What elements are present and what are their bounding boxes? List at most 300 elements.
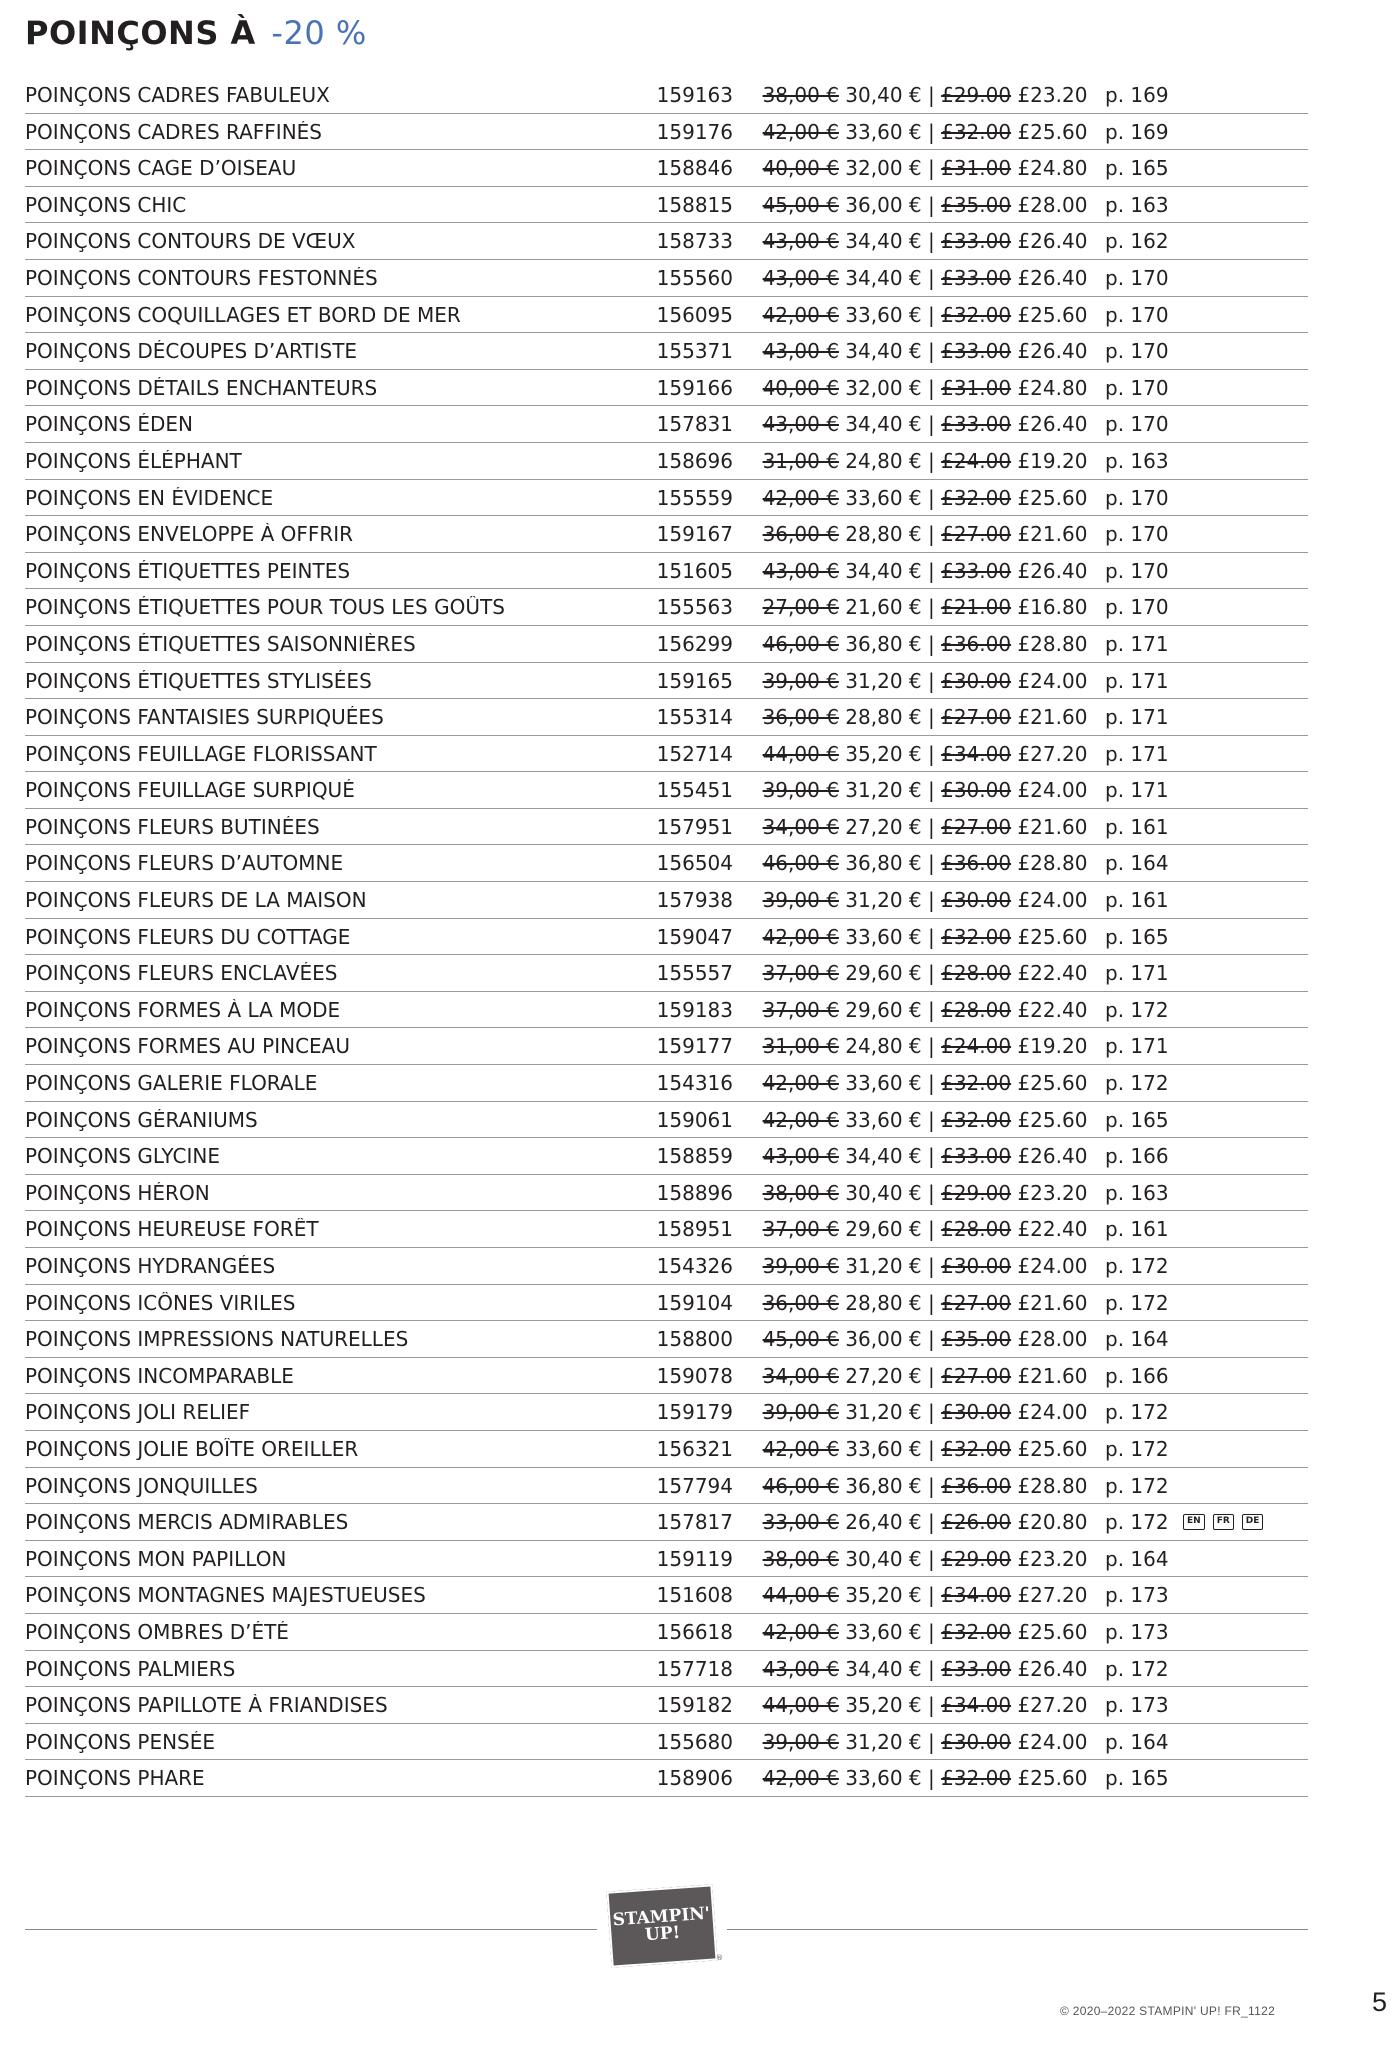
old-price-eur: 43,00 €	[762, 412, 839, 437]
old-price-eur: 37,00 €	[762, 1217, 839, 1242]
new-price-gbp: £26.40	[1017, 339, 1088, 364]
price-separator: |	[927, 778, 935, 803]
product-code: 157938	[656, 888, 733, 913]
product-code: 156299	[656, 631, 733, 656]
old-price-gbp: £29.00	[941, 1180, 1012, 1205]
old-price-gbp: £27.00	[941, 705, 1012, 730]
catalog-page-ref: p. 164	[1105, 1546, 1169, 1571]
product-code: 155560	[656, 265, 733, 290]
product-name: POINÇONS GALERIE FLORALE	[25, 1072, 318, 1095]
old-price-eur: 44,00 €	[762, 741, 839, 766]
price-separator: |	[927, 1656, 935, 1681]
product-code: 156321	[656, 1436, 733, 1461]
list-item	[25, 1431, 1308, 1468]
product-code: 155451	[656, 778, 733, 803]
catalog-page-ref: p. 173	[1105, 1583, 1169, 1608]
price-group	[735, 1658, 1115, 1680]
new-price-gbp: £25.60	[1017, 1766, 1088, 1791]
old-price-gbp: £30.00	[941, 778, 1012, 803]
new-price-gbp: £22.40	[1017, 1217, 1088, 1242]
logo-text: STAMPIN' UP!	[612, 1903, 711, 1946]
catalog-page-ref: p. 173	[1105, 1693, 1169, 1718]
list-item	[25, 187, 1308, 224]
old-price-eur: 36,00 €	[762, 522, 839, 547]
list-item	[25, 1504, 1308, 1541]
price-separator: |	[927, 851, 935, 876]
product-name: POINÇONS INCOMPARABLE	[25, 1364, 294, 1387]
old-price-eur: 43,00 €	[762, 265, 839, 290]
price-group	[735, 670, 1115, 692]
new-price-gbp: £24.00	[1017, 888, 1088, 913]
price-separator: |	[927, 1473, 935, 1498]
old-price-eur: 42,00 €	[762, 924, 839, 949]
product-code: 155680	[656, 1729, 733, 1754]
list-item	[25, 1028, 1308, 1065]
product-name: POINÇONS FEUILLAGE FLORISSANT	[25, 742, 377, 765]
price-separator: |	[927, 595, 935, 620]
price-group	[735, 1035, 1115, 1057]
list-item	[25, 1468, 1308, 1505]
product-name: POINÇONS CADRES FABULEUX	[25, 84, 330, 106]
product-code: 151605	[656, 558, 733, 583]
product-name: POINÇONS DÉCOUPES D’ARTISTE	[25, 340, 358, 363]
new-price-gbp: £28.00	[1017, 1327, 1088, 1352]
old-price-gbp: £26.00	[941, 1510, 1012, 1535]
new-price-gbp: £21.60	[1017, 1363, 1088, 1388]
product-name: POINÇONS PALMIERS	[25, 1657, 236, 1680]
product-code: 159119	[656, 1546, 733, 1571]
new-price-gbp: £24.00	[1017, 668, 1088, 693]
product-code: 157794	[656, 1473, 733, 1498]
product-code: 154316	[656, 1071, 733, 1096]
list-item	[25, 882, 1308, 919]
catalog-page-ref: p. 171	[1105, 741, 1169, 766]
product-name: POINÇONS FLEURS BUTINÉES	[25, 815, 320, 838]
product-name: POINÇONS MERCIS ADMIRABLES	[25, 1511, 349, 1534]
old-price-gbp: £28.00	[941, 997, 1012, 1022]
product-name: POINÇONS COQUILLAGES ET BORD DE MER	[25, 303, 461, 326]
old-price-gbp: £33.00	[941, 1144, 1012, 1169]
old-price-gbp: £28.00	[941, 1217, 1012, 1242]
catalog-page-ref: p. 162	[1105, 229, 1169, 254]
old-price-gbp: £30.00	[941, 1729, 1012, 1754]
old-price-gbp: £33.00	[941, 229, 1012, 254]
product-code: 155563	[656, 595, 733, 620]
catalog-page-ref: p. 172	[1105, 1254, 1169, 1278]
catalog-page-ref: p. 170	[1105, 522, 1169, 547]
price-group	[735, 1694, 1115, 1716]
product-code: 158815	[656, 192, 733, 217]
list-item	[25, 663, 1308, 700]
catalog-page-ref: p. 172	[1105, 1473, 1169, 1498]
price-separator: |	[927, 1144, 935, 1169]
catalog-page-ref: p. 164	[1105, 851, 1169, 876]
old-price-eur: 44,00 €	[762, 1693, 839, 1718]
new-price-eur: 33,60 €	[845, 302, 922, 327]
price-group	[735, 84, 1115, 106]
new-price-gbp: £28.80	[1017, 851, 1088, 876]
price-separator: |	[927, 1693, 935, 1718]
old-price-gbp: £32.00	[941, 1766, 1012, 1791]
new-price-gbp: £25.60	[1017, 1071, 1088, 1096]
catalog-page-ref: p. 165	[1105, 924, 1169, 949]
new-price-gbp: £23.20	[1017, 1180, 1088, 1205]
old-price-eur: 33,00 €	[762, 1510, 839, 1535]
old-price-eur: 31,00 €	[762, 448, 839, 473]
new-price-eur: 34,40 €	[845, 1656, 922, 1681]
product-name: POINÇONS JOLI RELIEF	[25, 1401, 251, 1424]
price-group	[735, 633, 1115, 655]
product-code: 159176	[656, 119, 733, 144]
list-item	[25, 406, 1308, 443]
new-price-eur: 36,80 €	[845, 631, 922, 656]
old-price-gbp: £30.00	[941, 888, 1012, 913]
product-code: 155557	[656, 961, 733, 986]
old-price-gbp: £21.00	[941, 595, 1012, 620]
product-name: POINÇONS ÉTIQUETTES SAISONNIÈRES	[25, 632, 416, 655]
new-price-gbp: £26.40	[1017, 558, 1088, 583]
old-price-eur: 43,00 €	[762, 1144, 839, 1169]
product-code: 159166	[656, 375, 733, 400]
old-price-eur: 42,00 €	[762, 1436, 839, 1461]
new-price-gbp: £24.80	[1017, 375, 1088, 400]
list-item	[25, 150, 1308, 187]
new-price-eur: 29,60 €	[845, 961, 922, 986]
old-price-gbp: £28.00	[941, 961, 1012, 986]
new-price-eur: 30,40 €	[845, 1546, 922, 1571]
new-price-eur: 24,80 €	[845, 1034, 922, 1059]
product-name: POINÇONS FLEURS ENCLAVÉES	[25, 962, 338, 985]
list-item	[25, 845, 1308, 882]
old-price-gbp: £32.00	[941, 119, 1012, 144]
old-price-eur: 42,00 €	[762, 1619, 839, 1644]
product-code: 152714	[656, 741, 733, 766]
new-price-eur: 36,00 €	[845, 1327, 922, 1352]
list-item	[25, 77, 1308, 114]
price-group	[735, 304, 1115, 326]
product-code: 155371	[656, 339, 733, 364]
price-separator: |	[927, 961, 935, 986]
old-price-gbp: £30.00	[941, 1254, 1012, 1278]
list-item	[25, 1541, 1308, 1578]
old-price-gbp: £35.00	[941, 192, 1012, 217]
discount-label: -20 %	[271, 14, 367, 52]
old-price-eur: 31,00 €	[762, 1034, 839, 1059]
new-price-eur: 34,40 €	[845, 412, 922, 437]
product-code: 159179	[656, 1400, 733, 1425]
price-group	[735, 487, 1115, 509]
list-item	[25, 626, 1308, 663]
old-price-eur: 45,00 €	[762, 192, 839, 217]
price-group	[735, 889, 1115, 911]
price-separator: |	[927, 302, 935, 327]
catalog-page-ref: p. 170	[1105, 412, 1169, 437]
product-name: POINÇONS HEUREUSE FORÊT	[25, 1218, 319, 1241]
list-item	[25, 1687, 1308, 1724]
new-price-eur: 36,80 €	[845, 1473, 922, 1498]
old-price-eur: 42,00 €	[762, 302, 839, 327]
price-group	[735, 1365, 1115, 1387]
catalog-page-ref: p. 170	[1105, 558, 1169, 583]
price-group	[735, 962, 1115, 984]
product-name: POINÇONS CHIC	[25, 193, 187, 216]
product-name: POINÇONS HÉRON	[25, 1181, 210, 1204]
new-price-eur: 30,40 €	[845, 1180, 922, 1205]
product-name: POINÇONS FORMES À LA MODE	[25, 998, 341, 1021]
price-group	[735, 1584, 1115, 1606]
old-price-gbp: £32.00	[941, 1071, 1012, 1096]
old-price-gbp: £31.00	[941, 156, 1012, 181]
list-item	[25, 736, 1308, 773]
catalog-page-ref: p. 172	[1105, 1656, 1169, 1681]
old-price-eur: 37,00 €	[762, 961, 839, 986]
product-name: POINÇONS ÉDEN	[25, 413, 194, 436]
price-separator: |	[927, 522, 935, 547]
product-code: 158859	[656, 1144, 733, 1169]
new-price-eur: 35,20 €	[845, 1583, 922, 1608]
language-badge: DE	[1242, 1514, 1264, 1530]
registered-mark: ®	[716, 1954, 723, 1962]
price-group	[735, 1767, 1115, 1789]
new-price-eur: 21,60 €	[845, 595, 922, 620]
new-price-gbp: £21.60	[1017, 705, 1088, 730]
new-price-eur: 34,40 €	[845, 229, 922, 254]
new-price-eur: 32,00 €	[845, 375, 922, 400]
price-group	[735, 706, 1115, 728]
product-name: POINÇONS ENVELOPPE À OFFRIR	[25, 523, 354, 546]
price-separator: |	[927, 741, 935, 766]
new-price-gbp: £16.80	[1017, 595, 1088, 620]
old-price-eur: 42,00 €	[762, 485, 839, 510]
new-price-eur: 28,80 €	[845, 705, 922, 730]
old-price-gbp: £33.00	[941, 265, 1012, 290]
price-separator: |	[927, 192, 935, 217]
old-price-eur: 27,00 €	[762, 595, 839, 620]
new-price-eur: 34,40 €	[845, 339, 922, 364]
price-group	[735, 157, 1115, 179]
product-code: 155559	[656, 485, 733, 510]
catalog-page-ref: p. 170	[1105, 375, 1169, 400]
new-price-gbp: £24.00	[1017, 778, 1088, 803]
old-price-eur: 39,00 €	[762, 778, 839, 803]
price-separator: |	[927, 1217, 935, 1242]
catalog-page-ref: p. 164	[1105, 1729, 1169, 1754]
list-item	[25, 1102, 1308, 1139]
new-price-gbp: £25.60	[1017, 1436, 1088, 1461]
price-separator: |	[927, 229, 935, 254]
product-name: POINÇONS OMBRES D’ÉTÉ	[25, 1620, 289, 1643]
price-separator: |	[927, 83, 935, 107]
new-price-gbp: £24.00	[1017, 1400, 1088, 1425]
old-price-eur: 45,00 €	[762, 1327, 839, 1352]
price-group	[735, 1292, 1115, 1314]
language-badge: FR	[1213, 1514, 1234, 1530]
new-price-eur: 30,40 €	[845, 83, 922, 107]
list-item	[25, 1065, 1308, 1102]
price-group	[735, 194, 1115, 216]
old-price-eur: 39,00 €	[762, 668, 839, 693]
list-item	[25, 919, 1308, 956]
price-group	[735, 230, 1115, 252]
list-item	[25, 1211, 1308, 1248]
new-price-gbp: £25.60	[1017, 119, 1088, 144]
price-group	[735, 596, 1115, 618]
list-item	[25, 260, 1308, 297]
old-price-eur: 36,00 €	[762, 1290, 839, 1315]
new-price-gbp: £22.40	[1017, 997, 1088, 1022]
new-price-gbp: £28.80	[1017, 631, 1088, 656]
price-separator: |	[927, 1619, 935, 1644]
new-price-eur: 28,80 €	[845, 522, 922, 547]
product-name: POINÇONS ÉTIQUETTES POUR TOUS LES GOÛTS	[25, 596, 505, 619]
list-item	[25, 114, 1308, 151]
price-separator: |	[927, 1363, 935, 1388]
product-name: POINÇONS IMPRESSIONS NATURELLES	[25, 1328, 409, 1351]
product-name: POINÇONS JOLIE BOÎTE OREILLER	[25, 1437, 359, 1460]
list-item	[25, 589, 1308, 626]
new-price-gbp: £21.60	[1017, 814, 1088, 839]
page-number: 5	[1372, 1987, 1388, 2017]
new-price-eur: 34,40 €	[845, 558, 922, 583]
price-group	[735, 1438, 1115, 1460]
product-code: 159163	[656, 83, 733, 107]
old-price-gbp: £27.00	[941, 1290, 1012, 1315]
product-name: POINÇONS CONTOURS DE VŒUX	[25, 230, 356, 253]
product-code: 158733	[656, 229, 733, 254]
product-code: 158696	[656, 448, 733, 473]
product-code: 159047	[656, 924, 733, 949]
old-price-gbp: £36.00	[941, 1473, 1012, 1498]
price-group	[735, 1511, 1115, 1533]
old-price-gbp: £32.00	[941, 924, 1012, 949]
new-price-gbp: £20.80	[1017, 1510, 1088, 1535]
list-item	[25, 1138, 1308, 1175]
price-separator: |	[927, 375, 935, 400]
product-code: 156504	[656, 851, 733, 876]
new-price-gbp: £23.20	[1017, 83, 1088, 107]
new-price-gbp: £27.20	[1017, 741, 1088, 766]
price-separator: |	[927, 485, 935, 510]
product-name: POINÇONS CONTOURS FESTONNÉS	[25, 266, 378, 289]
catalog-page-ref: p. 171	[1105, 1034, 1169, 1059]
price-group	[735, 1328, 1115, 1350]
new-price-eur: 34,40 €	[845, 1144, 922, 1169]
list-item	[25, 772, 1308, 809]
price-separator: |	[927, 339, 935, 364]
new-price-eur: 33,60 €	[845, 485, 922, 510]
product-code: 159167	[656, 522, 733, 547]
old-price-gbp: £24.00	[941, 448, 1012, 473]
old-price-gbp: £27.00	[941, 1363, 1012, 1388]
new-price-eur: 31,20 €	[845, 668, 922, 693]
product-name: POINÇONS FORMES AU PINCEAU	[25, 1035, 350, 1058]
new-price-eur: 33,60 €	[845, 119, 922, 144]
product-name: POINÇONS EN ÉVIDENCE	[25, 486, 274, 509]
product-code: 154326	[656, 1254, 733, 1278]
list-item	[25, 955, 1308, 992]
product-name: POINÇONS PENSÉE	[25, 1730, 216, 1753]
old-price-eur: 42,00 €	[762, 1766, 839, 1791]
new-price-gbp: £28.80	[1017, 1473, 1088, 1498]
catalog-page-ref: p. 166	[1105, 1144, 1169, 1169]
list-item	[25, 1285, 1308, 1322]
list-item	[25, 992, 1308, 1029]
price-separator: |	[927, 1400, 935, 1425]
title-text: POINÇONS À	[25, 14, 256, 52]
list-item	[25, 1358, 1308, 1395]
price-separator: |	[927, 1034, 935, 1059]
price-separator: |	[927, 705, 935, 730]
price-separator: |	[927, 156, 935, 181]
product-name: POINÇONS ICÔNES VIRILES	[25, 1291, 296, 1314]
price-group	[735, 560, 1115, 582]
new-price-eur: 31,20 €	[845, 1254, 922, 1278]
new-price-eur: 33,60 €	[845, 1766, 922, 1791]
old-price-eur: 34,00 €	[762, 1363, 839, 1388]
price-group	[735, 523, 1115, 545]
list-item	[25, 1614, 1308, 1651]
new-price-gbp: £26.40	[1017, 229, 1088, 254]
old-price-eur: 42,00 €	[762, 1071, 839, 1096]
old-price-eur: 39,00 €	[762, 888, 839, 913]
product-code: 158846	[656, 156, 733, 181]
product-code: 157831	[656, 412, 733, 437]
new-price-gbp: £19.20	[1017, 448, 1088, 473]
new-price-gbp: £27.20	[1017, 1693, 1088, 1718]
price-group	[735, 1621, 1115, 1643]
catalog-page-ref: p. 171	[1105, 631, 1169, 656]
list-item	[25, 699, 1308, 736]
catalog-page-ref: p. 172	[1105, 1510, 1169, 1535]
catalog-page-ref: p. 163	[1105, 192, 1169, 217]
footer-divider-left	[25, 1929, 597, 1930]
price-separator: |	[927, 1254, 935, 1278]
old-price-gbp: £36.00	[941, 631, 1012, 656]
price-separator: |	[927, 1180, 935, 1205]
price-group	[735, 1072, 1115, 1094]
list-item	[25, 809, 1308, 846]
old-price-gbp: £32.00	[941, 485, 1012, 510]
old-price-gbp: £30.00	[941, 1400, 1012, 1425]
old-price-gbp: £34.00	[941, 1583, 1012, 1608]
catalog-page-ref: p. 166	[1105, 1363, 1169, 1388]
price-group	[735, 413, 1115, 435]
price-separator: |	[927, 1290, 935, 1315]
new-price-gbp: £24.00	[1017, 1729, 1088, 1754]
product-code: 157718	[656, 1656, 733, 1681]
price-group	[735, 926, 1115, 948]
new-price-eur: 29,60 €	[845, 997, 922, 1022]
product-code: 157951	[656, 814, 733, 839]
product-name: POINÇONS MONTAGNES MAJESTUEUSES	[25, 1584, 426, 1607]
new-price-eur: 27,20 €	[845, 1363, 922, 1388]
product-name: POINÇONS CADRES RAFFINÉS	[25, 120, 322, 143]
old-price-gbp: £31.00	[941, 375, 1012, 400]
new-price-gbp: £26.40	[1017, 1656, 1088, 1681]
price-separator: |	[927, 1436, 935, 1461]
price-group	[735, 267, 1115, 289]
list-item	[25, 1651, 1308, 1688]
new-price-gbp: £21.60	[1017, 522, 1088, 547]
price-separator: |	[927, 1729, 935, 1754]
new-price-gbp: £23.20	[1017, 1546, 1088, 1571]
product-code: 159177	[656, 1034, 733, 1059]
old-price-eur: 42,00 €	[762, 119, 839, 144]
catalog-page-ref: p. 165	[1105, 1766, 1169, 1791]
catalog-page-ref: p. 169	[1105, 83, 1169, 107]
catalog-page-ref: p. 161	[1105, 888, 1169, 913]
old-price-eur: 40,00 €	[762, 375, 839, 400]
